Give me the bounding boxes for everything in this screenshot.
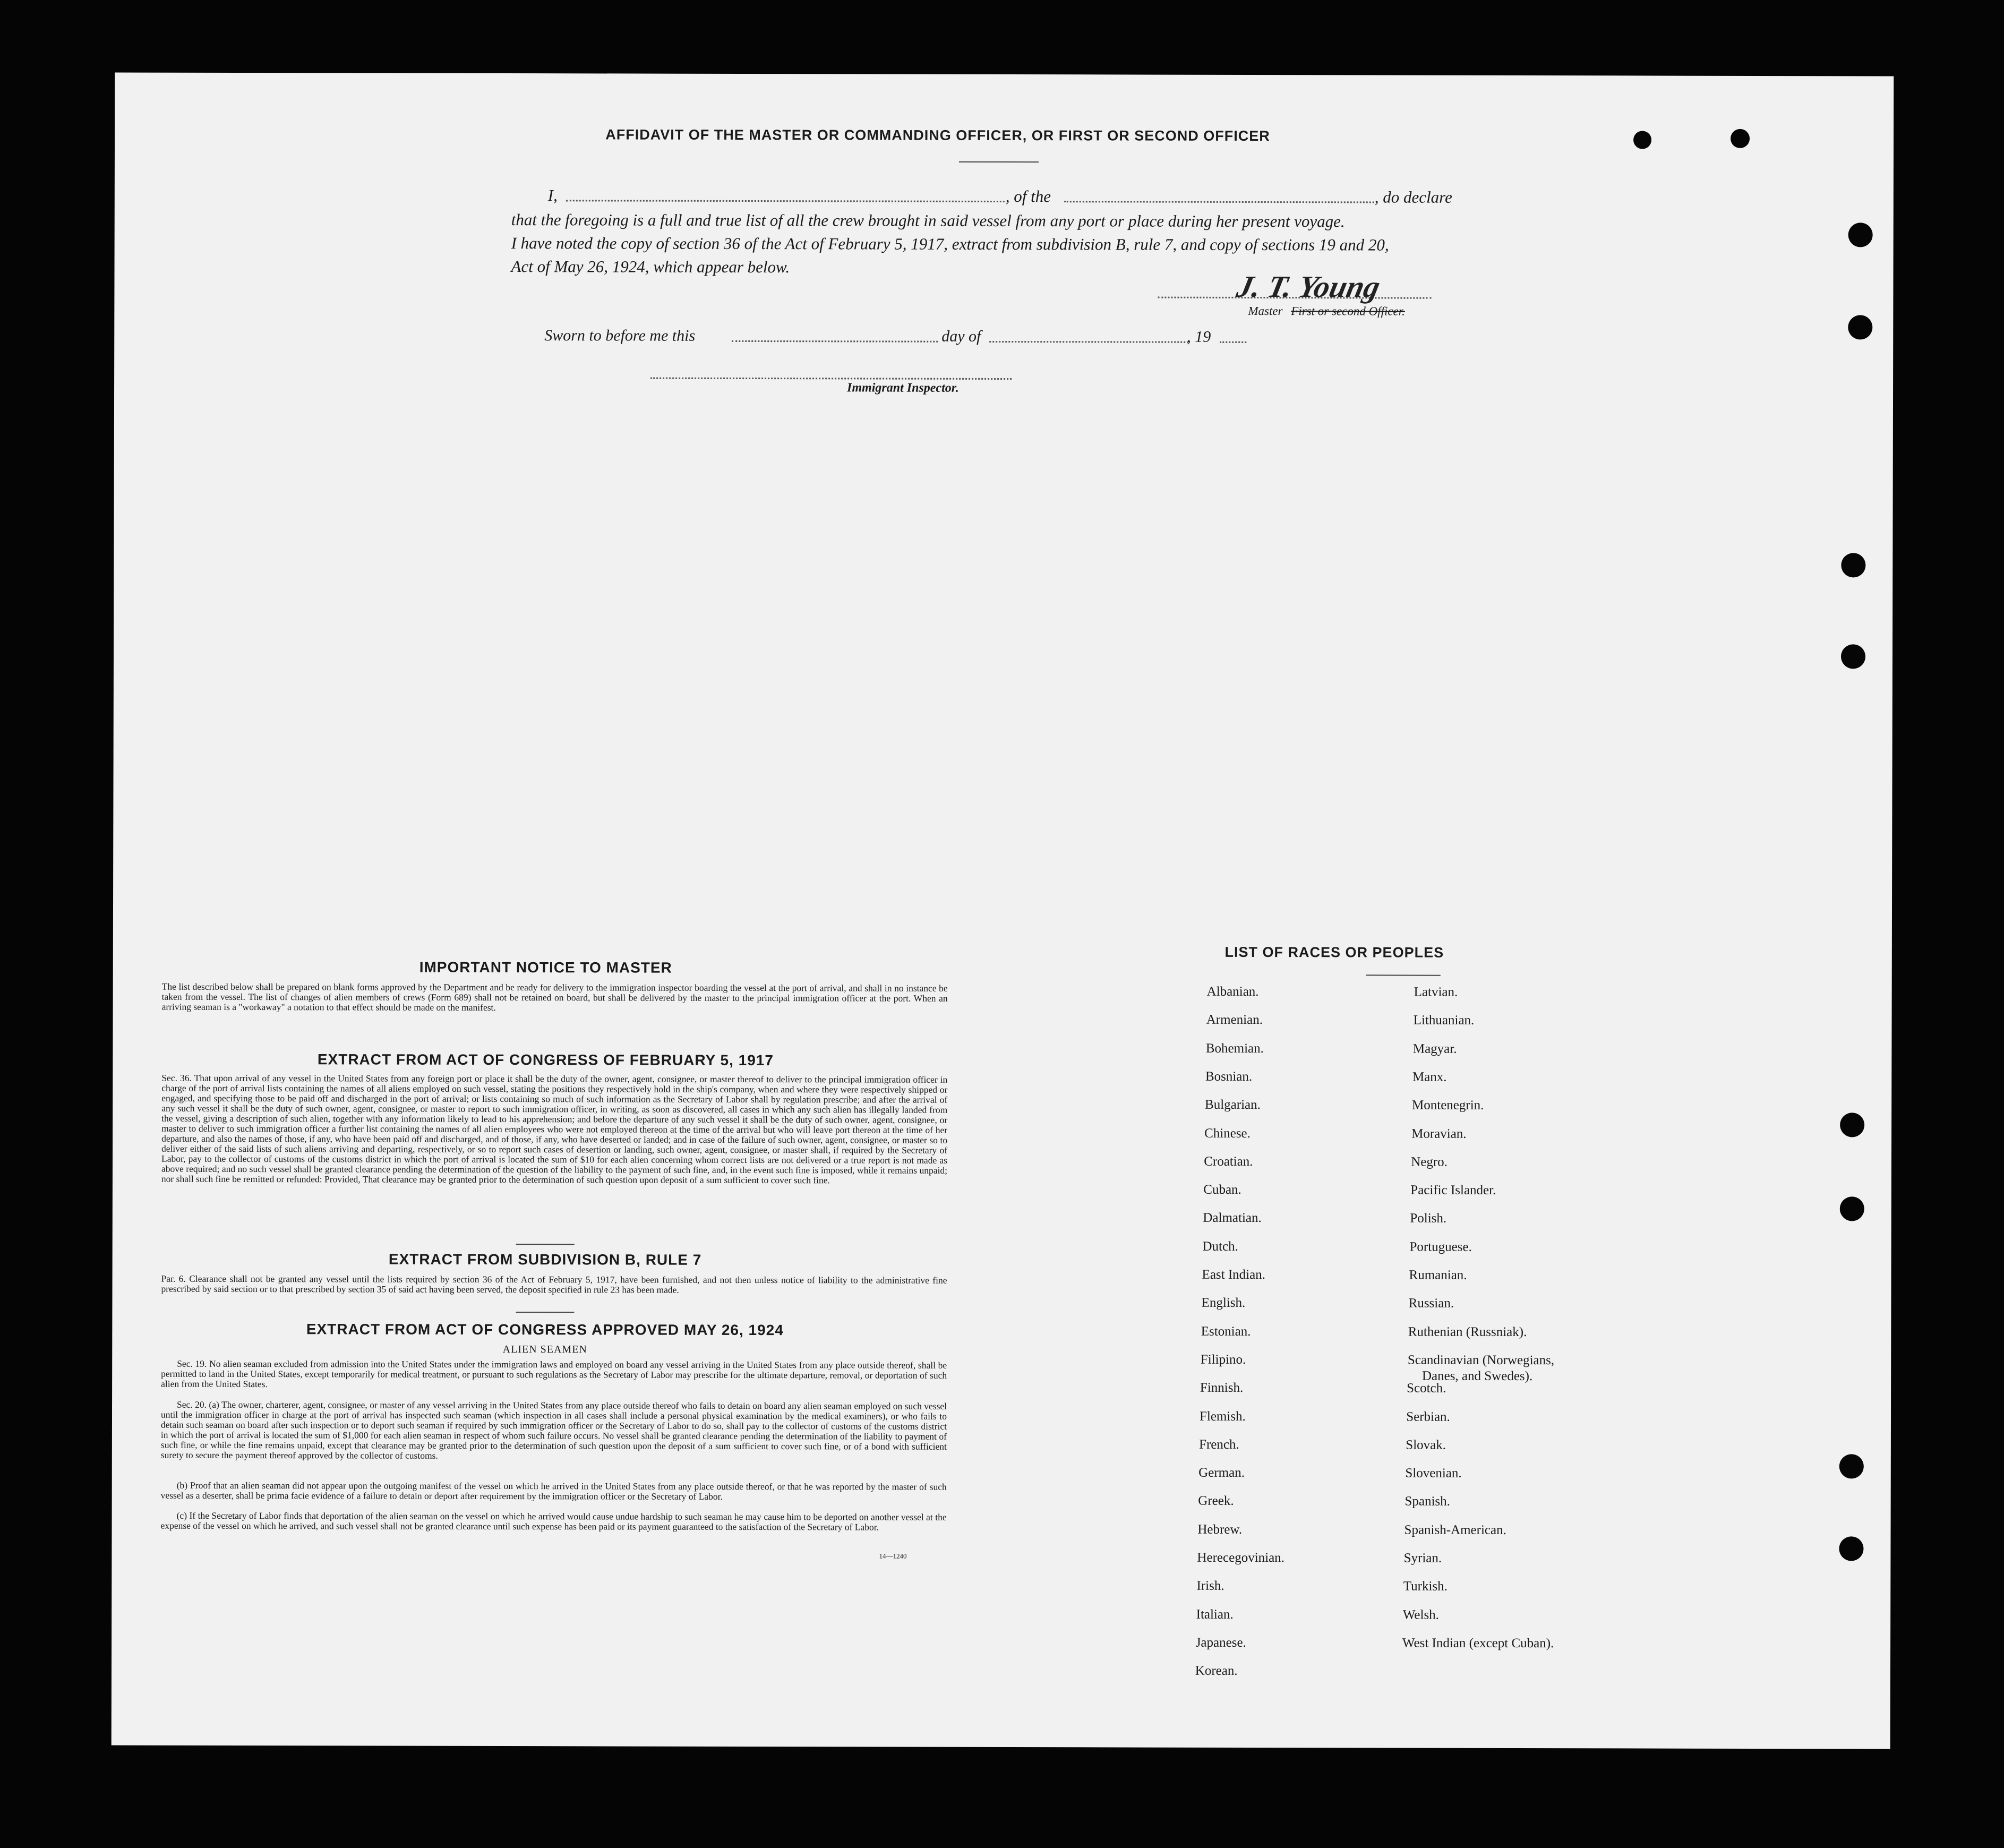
signer-caption-struck: First or second Officer. xyxy=(1291,304,1405,318)
affidavit-title: AFFIDAVIT OF THE MASTER OR COMMANDING OFFICER, OR FIRST OR SECOND OFFICER xyxy=(605,126,1270,144)
race-item: Italian. xyxy=(1196,1607,1234,1622)
race-item: Chinese. xyxy=(1204,1126,1251,1141)
extract-1924-sec20b: (b) Proof that an alien seaman did not appear upon the outgoing manifest of the vessel on which he arrived in the United States from any place outside thereof, or that he was reported by the master of such vessel as a deserter, shall be prima facie evidence of a failure to detain or deport after requirement by the immigration officer or the Secretary of Labor. xyxy=(160,1479,947,1502)
race-item: Turkish. xyxy=(1403,1579,1448,1594)
extract-1917-text: Sec. 36. That upon arrival of any vessel in the United States from any foreign port or place it shall be the duty of the owner, agent, consignee, or master thereof to deliver to the principal immigration officer in charge of the port of arrival lists containing the names of all aliens employed on such vessel, stating the positions they respectively hold in the ship's company, when and where they were respectively shipped or engaged, and specifying those to be paid off and discharged in the port of arrival; or lists containing so much of such information as the Secretary of Labor shall by regulation prescribe; and after the arrival of any such vessel it shall be the duty of such owner, agent, consignee, or master to report to such immigration officer, in writing, as soon as discovered, all cases in which any such alien has illegally landed from the vessel, giving a description of such alien, together with any information likely to lead to his apprehension; and before the departure of any such vessel it shall be the duty of such owner, agent, consignee, or master to deliver to such immigration officer a further list containing the names of all alien employees who were not employed thereon at the time of the arrival but who will leave port thereon at the time of her departure, and also the names of those, if any, who have been paid off and discharged, and of those, if any, who have deserted or landed; and in case of the failure of such owner, agent, consignee, or master so to deliver either of the said lists of such aliens arriving and departing, respectively, or so to report such cases of desertion or landing, such owner, agent, consignee, or master shall, if required by the Secretary of Labor, pay to the collector of customs of the customs district in which the port of arrival is located the sum of $10 for each alien concerning whom correct lists are not delivered or a true report is not made as above required; and no such vessel shall be granted clearance pending the determination of the question of the liability to the payment of such fine, and, in the event such fine is imposed, while it remains unpaid; nor shall such fine be remitted or refunded: Provided, That clearance may be granted prior to the determination of such question upon deposit of a sum sufficient to cover such fine. xyxy=(161,1072,948,1186)
race-item: Russian. xyxy=(1408,1296,1454,1311)
signature-text: J. T. Young xyxy=(1234,269,1384,304)
race-item: Scandinavian (Norwegians, xyxy=(1407,1353,1555,1368)
affidavit-line4: Act of May 26, 1924, which appear below. xyxy=(511,257,790,277)
affidavit-line3: I have noted the copy of section 36 of the Act of February 5, 1917, extract from subdivision B, rule 7, and copy of sections 19 and 20, xyxy=(511,234,1389,254)
race-item: Welsh. xyxy=(1402,1607,1439,1622)
race-item: Danes, and Swedes). xyxy=(1421,1368,1533,1383)
punch-hole xyxy=(1840,1113,1864,1137)
race-item: Manx. xyxy=(1412,1070,1447,1084)
inspector-signature-line xyxy=(650,378,1012,380)
sworn-mid: day of xyxy=(941,327,981,345)
race-item: Serbian. xyxy=(1406,1409,1450,1424)
race-item: Croatian. xyxy=(1204,1154,1253,1169)
race-item: Cuban. xyxy=(1203,1182,1241,1197)
punch-hole xyxy=(1841,644,1865,669)
race-item: Estonian. xyxy=(1201,1324,1251,1339)
punch-hole xyxy=(1633,131,1651,149)
vessel-name-blank xyxy=(1064,201,1374,203)
race-item: Hebrew. xyxy=(1197,1522,1243,1537)
race-item: Albanian. xyxy=(1206,984,1259,999)
signer-caption-master: Master xyxy=(1248,304,1283,318)
race-item: Japanese. xyxy=(1195,1635,1246,1650)
document-page xyxy=(112,72,1894,1749)
master-signature xyxy=(1234,269,1383,305)
race-item: Moravian. xyxy=(1411,1126,1467,1141)
race-item: Greek. xyxy=(1198,1494,1234,1509)
divider xyxy=(1366,974,1441,976)
affidavit-line1-end: , do declare xyxy=(1374,187,1452,207)
race-item: Syrian. xyxy=(1403,1551,1442,1565)
race-item: Portuguese. xyxy=(1409,1239,1472,1254)
sworn-day-blank xyxy=(732,340,938,343)
affidavit-line2: that the foregoing is a full and true list of all the crew brought in said vessel from any port or place during her present voyage. xyxy=(511,210,1345,231)
race-item: Irish. xyxy=(1196,1579,1224,1594)
divider xyxy=(959,161,1039,162)
race-item: Spanish-American. xyxy=(1404,1522,1506,1537)
affidavit-line1 xyxy=(548,184,558,207)
divider xyxy=(516,1244,575,1245)
race-item: Flemish. xyxy=(1199,1409,1246,1424)
race-item: Latvian. xyxy=(1414,985,1458,999)
race-item: Dutch. xyxy=(1202,1239,1238,1254)
extract-1924-subtitle: ALIEN SEAMEN xyxy=(502,1344,587,1356)
sworn-month-blank xyxy=(989,341,1188,343)
extract-1924-sec20c: (c) If the Secretary of Labor finds that deportation of the alien seaman on the vessel on which he arrived would cause undue hardship to such seaman he may cause him to be deported on another vessel at the expense of the vessel on which he arrived, and such vessel shall not be granted clearance until such expense has been paid or its payment guaranteed to the satisfaction of the Secretary of Labor. xyxy=(160,1510,947,1533)
race-item: Polish. xyxy=(1410,1211,1447,1226)
extract-1924-sec19: Sec. 19. No alien seaman excluded from admission into the United States under the immigration laws and employed on board any vessel arriving in the United States from any place outside thereof, shall be permitted to land in the United States, except temporarily for medical treatment, or pursuant to such regulations as the Secretary of Labor may prescribe for the ultimate departure, removal, or deportation of such alien from the United States. xyxy=(161,1358,947,1390)
notice-text: The list described below shall be prepared on blank forms approved by the Department and be ready for delivery to the immigration inspector boarding the vessel at the port of arrival, and shall in no instance be taken from the vessel. The list of changes of alien members of crews (Form 689) shall not be retained on board, but shall be delivered by the master to the principal immigration officer at the port. When an arriving seaman is a "workaway" a notation to that effect should be made on the manifest. xyxy=(161,981,948,1013)
race-item: Lithuanian. xyxy=(1413,1013,1475,1028)
extract-1924-sec20a: Sec. 20. (a) The owner, charterer, agent, consignee, or master of any vessel arriving in the United States from any place outside thereof who fails to detain on board any alien seaman employed on such vessel until the immigration officer in charge at the port of arrival has inspected such seaman (which inspection in all cases shall include a personal physical examination by the medical examiners), or who fails to detain such seaman on board after such inspection or to deport such seaman if required by such immigration officer or the Secretary of Labor to do so, shall pay to the collector of customs of the customs district in which the port of arrival is located the sum of $1,000 for each alien seaman in respect of whom such failure occurs. No vessel shall be granted clearance pending the determination of the liability to payment of such fine, or while the fine remains unpaid, except that clearance may be granted prior to the determination of such question upon the deposit of a sum sufficient to cover such fine, or of a bond with sufficient surety to secure the payment thereof approved by the collector of customs. xyxy=(160,1399,947,1461)
race-item: French. xyxy=(1199,1437,1239,1452)
punch-hole xyxy=(1839,1454,1864,1478)
affidavit-line1-mid: , of the xyxy=(1005,187,1051,206)
punch-hole xyxy=(1841,553,1865,577)
punch-hole xyxy=(1848,315,1872,339)
race-item: English. xyxy=(1201,1296,1246,1311)
race-item: Finnish. xyxy=(1200,1380,1244,1396)
races-title: LIST OF RACES OR PEOPLES xyxy=(1224,944,1444,961)
race-item: Ruthenian (Russniak). xyxy=(1408,1324,1527,1339)
race-item: Herecegovinian. xyxy=(1197,1550,1284,1565)
punch-hole xyxy=(1848,223,1873,247)
race-item: Bulgarian. xyxy=(1205,1097,1261,1113)
extract-1917-title: EXTRACT FROM ACT OF CONGRESS OF FEBRUARY 5, 1917 xyxy=(317,1051,774,1069)
race-item: Armenian. xyxy=(1206,1013,1263,1028)
race-item: East Indian. xyxy=(1202,1267,1266,1282)
declarant-name-blank xyxy=(566,200,1005,202)
race-item: Negro. xyxy=(1411,1154,1448,1169)
sworn-end: , 19 xyxy=(1187,328,1211,346)
race-item: Spanish. xyxy=(1404,1494,1450,1509)
race-item: Scotch. xyxy=(1407,1381,1446,1396)
inspector-caption: Immigrant Inspector. xyxy=(847,381,959,395)
extract-rule7-title: EXTRACT FROM SUBDIVISION B, RULE 7 xyxy=(388,1251,702,1268)
extract-1924-title: EXTRACT FROM ACT OF CONGRESS APPROVED MAY 26, 1924 xyxy=(306,1321,784,1339)
race-item: Montenegrin. xyxy=(1412,1098,1484,1113)
race-item: Bosnian. xyxy=(1205,1069,1253,1084)
affidavit-line1-start: I, xyxy=(547,186,558,205)
race-item: Dalmatian. xyxy=(1203,1211,1262,1226)
race-item: Magyar. xyxy=(1412,1041,1457,1056)
form-number: 14—1240 xyxy=(879,1552,907,1560)
sworn-year-blank xyxy=(1220,341,1246,343)
race-item: Slovak. xyxy=(1406,1438,1446,1452)
extract-rule7-text: Par. 6. Clearance shall not be granted any vessel until the lists required by section 36 of the Act of February 5, 1917, have been furnished, and not then unless notice of liability to the administrative fine prescribed by said section or to that prescribed by section 35 of said act having been served, the deposit specified in rule 23 has been made. xyxy=(161,1273,947,1295)
punch-hole xyxy=(1731,129,1750,148)
sworn-start: Sworn to before me this xyxy=(544,327,696,345)
race-item: Filipino. xyxy=(1200,1352,1246,1367)
race-item: German. xyxy=(1198,1465,1245,1481)
race-item: Rumanian. xyxy=(1409,1268,1467,1282)
notice-title: IMPORTANT NOTICE TO MASTER xyxy=(419,959,672,976)
race-item: Slovenian. xyxy=(1405,1466,1462,1481)
divider xyxy=(516,1312,574,1313)
race-item: West Indian (except Cuban). xyxy=(1402,1636,1554,1651)
punch-hole xyxy=(1840,1196,1864,1221)
punch-hole xyxy=(1839,1536,1863,1561)
race-item: Korean. xyxy=(1195,1663,1238,1679)
race-item: Pacific Islander. xyxy=(1410,1183,1496,1198)
signer-caption xyxy=(1248,304,1405,319)
race-item: Bohemian. xyxy=(1205,1041,1264,1056)
